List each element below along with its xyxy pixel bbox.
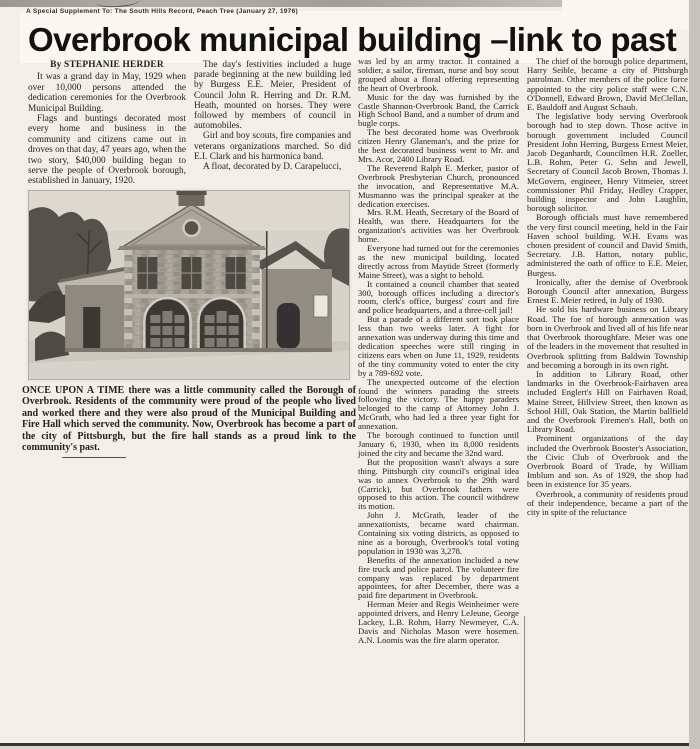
paragraph: But a parade of a different sort took place less than two weeks later. A fight for annexation was underway during this time and dedication speeches were still ringing in citizens ears when on June 11, 1929, residents of the tiny community voted to enter the city by a 789-692 vote. [358, 314, 519, 378]
column-4-text [527, 57, 688, 517]
article-column-3 [358, 57, 519, 645]
paragraph: The Reverend Ralph E. Merker, pastor of Overbrook Presbyterian Church, pronounced the invocation, and Representative M.A. Musmanno was the principal speaker at the dedication exercises. [358, 162, 519, 209]
paragraph: The best decorated home was Overbrook citizen Henry Glaneman's, and the prize for the best decorated business went to Mr. and Mrs. Acor, 2400 Library Road. [358, 127, 519, 164]
scan-edge-top [0, 0, 562, 7]
paragraph: It contained a council chamber that seated 300, borough offices including a director's room, clerk's office, burgess' court and fire and police headquarters, and a three-cell jail! [358, 278, 519, 316]
paragraph: It was a grand day in May, 1929 when over 10,000 persons attended the dedication ceremonies for the Overbrook Municipal Building. [28, 72, 186, 114]
paragraph: The legislative body serving Overbrook borough had to step down. Those active in borough government included Council President John Herring, Burgess Ernest Meier, Jacob Deganhardt, Councilmen H.R. Zoeller, L.B. Rohm, Peter G. Sehn and Jewell, Secretary of Council Jacob Brown, Thomas J. McGovern, engineer, Henry Vitmeier, street commissioner Phil Friday, Hedley Crapper, building inspector and John Laughlin, borough solicitor. [527, 111, 688, 214]
article-column-4 [527, 57, 688, 517]
photo-caption: ONCE UPON A TIME there was a little community called the Borough of Overbrook. Residents of the community were proud of the people who lived and worked there and they were also proud of the Municipal Building and Fire Hall which served the community. Now, Overbrook has become a part of the city of Pittsburgh, but the fire hall stands as a proud link to the community's past. [22, 385, 356, 454]
paragraph: In addition to Library Road, other landmarks in the Overbrook-Fairhaven area included Englert's Hill on Fairhaven Road, Maine Street, Hillview Street, then known as School Hill, Oak Station, the Martin ballfield and the Overbrook Firemen's Hall, both on Library Road. [527, 368, 688, 435]
paragraph: Herman Meier and Regis Weinheimer were appointed drivers, and Henry LeJeune, George Lackey, L.B. Rohm, Harry Newmeyer, C.A. Davis and Nicholas Mason were hosemen. A.N. Loomis was the fire alarm operator. [358, 599, 519, 645]
fire-hall-photo-illustration [29, 191, 349, 379]
column-2-text [194, 60, 351, 172]
paragraph: A float, decorated by D. Carapelucci, [203, 162, 342, 173]
masthead: A Special Supplement To: The South Hills Record, Peach Tree (January 27, 1976) [26, 8, 298, 15]
page-title: Overbrook municipal building –link to past [28, 21, 677, 58]
article-column-1 [28, 60, 186, 187]
byline: By STEPHANIE HERDER [50, 60, 164, 70]
paragraph: Everyone had turned out for the ceremonies as the new municipal building, located directly across from Maytide Street (formerly Maine Street), was a sight to behold. [358, 243, 519, 280]
paragraph: Borough officials must have remembered the very first council meeting, held in the Fair Haven school building. W.H. Evans was chosen president of council and David Smith, Secretary. J.B. Hatton, notary public, administered the oath of office to E.E. Meier, Burgess. [527, 212, 688, 278]
paragraph: He sold his hardware business on Library Road. The foe of borough annexation was born in Overbrook and lived all of his life near that Overbrook thoroughfare. Meier was one of the leaders in the movement that resulted in Overbrook splitting from Baldwin Township and becoming a borough in its own right. [527, 304, 688, 370]
column-1-text [28, 72, 186, 186]
column-3-text [358, 57, 519, 645]
paragraph: The chief of the borough police department, Harry Seible, became a city of Pittsburgh patrolman. Other members of the police force appointed to the city police staff were C.N. O'Donnell, Edward Brown, David McClellan, E. Bauldoff and August Schaub. [527, 56, 688, 113]
article-column-2 [194, 60, 351, 172]
paragraph: The borough continued to function until January 6, 1930, when its 8,000 residents joined the city and became the 32nd ward. [358, 430, 519, 458]
paragraph: John J. McGrath, leader of the annexationists, became ward chairman. Containing six voting districts, as opposed to nine as a borough, Overbrook's total voting population in 1930 was 3,278. [358, 510, 519, 556]
clipping-edge-line [524, 616, 525, 742]
paragraph: Music for the day was furnished by the Castle Shannon-Overbrook Band, the Carrick High School Band, and a number of drum and bugle corps. [358, 91, 519, 129]
paragraph: Mrs. R.M. Heath, Secretary of the Board of Health, was there. Headquarters for the organization's activities was her Overbrook home. [358, 207, 519, 245]
paragraph: was led by an army tractor. It contained a soldier, a sailor, fireman, nurse and boy scout grouped about a floral offering representing the heart of Overbrook. [358, 56, 519, 93]
paragraph: Overbrook, a community of residents proud of their independence, became a part of the city in spite of the reluctance [527, 488, 688, 517]
paragraph: Prominent organizations of the day included the Overbrook Booster's Association, the Civic Club of Overbrook and the Overbrook Board of Trade, by William Imblum and son. As of 1929, the shop had been in existence for 35 years. [527, 433, 688, 490]
paragraph: The day's festivities included a huge parade beginning at the new building led by Burgess E.E. Meier, President of Council John R. Herring and Dr. R.M. Heath, mounted on horses. They were followed by members of council in automobiles. [194, 60, 351, 132]
paragraph: Flags and buntings decorated most every home and business in the community and citizens came out in droves on that day, 47 years ago, when the two story, $40,000 building began to serve the people of Overbrook borough, established in January, 1920. [28, 114, 186, 187]
scan-edge-right [689, 0, 700, 749]
fire-hall-photo [28, 190, 350, 380]
paragraph: Benefits of the annexation included a new fire truck and police patrol. The volunteer fire company was replaced by department appointees, for after December, there was a paid fire department in Overbrook. [358, 554, 519, 601]
paragraph: The unexpected outcome of the election found the winners parading the streets following the victory. The happy paraders belonged to the camp of Attorney John J. McGrath, who had led a three year fight for annexation. [358, 376, 519, 432]
paragraph: But the proposition wasn't always a sure thing. Pittsburgh city council's original idea was to annex Overbrook to the 29th ward (Carrick), but Overbrook fathers were opposed to this action. The council withdrew its motion. [358, 456, 519, 512]
caption-divider [62, 457, 126, 458]
paragraph: Girl and boy scouts, fire companies and veterans organizations marched. So did E.I. Clark and his harmonica band. [194, 131, 351, 162]
paragraph: Ironically, after the demise of Overbrook Borough Council after annexation, Burgess Ernest E. Meier retired, in July of 1930. [527, 276, 688, 306]
